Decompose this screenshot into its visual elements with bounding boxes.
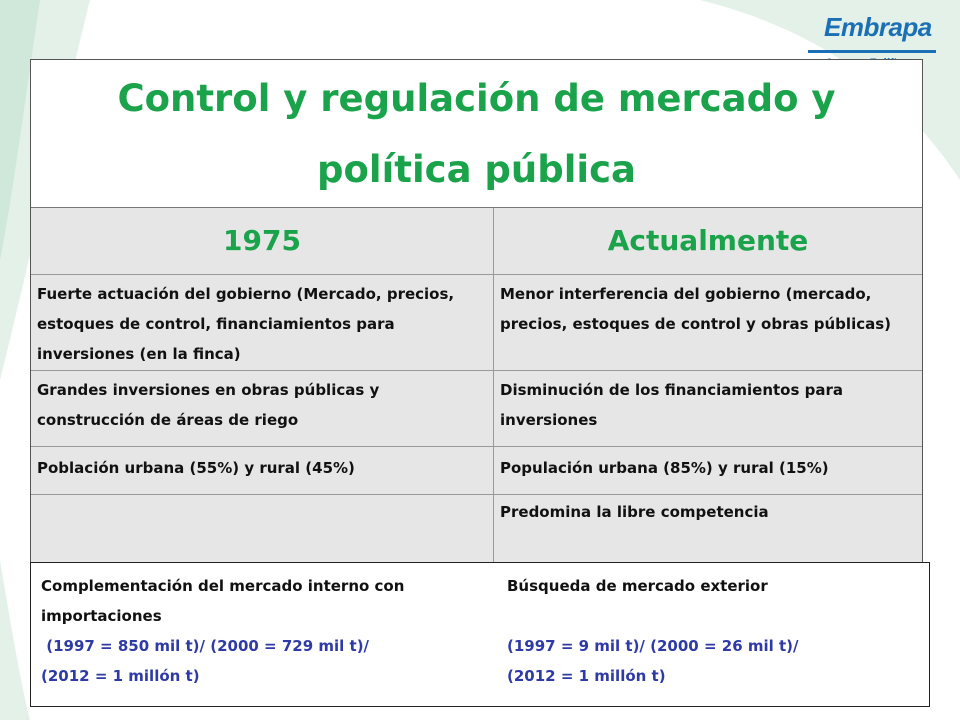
cell-actualmente: Menor interferencia del gobierno (mercado, precios, estoques de control y obras públicas) xyxy=(494,274,922,370)
table-row xyxy=(31,274,922,370)
export-figures-line2: (2012 = 1 millón t) xyxy=(507,667,666,685)
external-market-title: Búsqueda de mercado exterior xyxy=(507,577,768,595)
column-header-actualmente: Actualmente xyxy=(607,224,809,257)
cell-actualmente: Populación urbana (85%) y rural (15%) xyxy=(494,446,922,494)
import-figures-line2: (2012 = 1 millón t) xyxy=(41,667,200,685)
title-cell xyxy=(31,60,922,208)
cell-actualmente: Disminución de los financiamientos para inversiones xyxy=(494,370,922,446)
market-comparison-box xyxy=(30,562,930,707)
column-header-1975: 1975 xyxy=(31,208,494,274)
comparison-table xyxy=(30,59,923,562)
table-row xyxy=(31,446,922,494)
cell-actualmente: Predomina la libre competencia xyxy=(494,494,922,562)
spacer xyxy=(507,601,919,631)
internal-market-cell xyxy=(31,563,497,706)
internal-market-title: Complementación del mercado interno con importaciones xyxy=(41,577,405,625)
logo-wordmark: Embrapa xyxy=(824,12,932,42)
import-figures-line1: (1997 = 850 mil t)/ (2000 = 729 mil t)/ xyxy=(41,637,370,655)
table-header-row xyxy=(31,208,922,274)
cell-1975: Población urbana (55%) y rural (45%) xyxy=(31,446,494,494)
logo-underline xyxy=(808,50,936,53)
export-figures-line1: (1997 = 9 mil t)/ (2000 = 26 mil t)/ xyxy=(507,637,799,655)
external-market-cell xyxy=(497,563,929,706)
cell-1975: Fuerte actuación del gobierno (Mercado, precios, estoques de control, financiamientos para inversiones (en la finca) xyxy=(31,274,494,370)
slide-title: Control y regulación de mercado y política pública xyxy=(117,76,836,191)
cell-1975: Grandes inversiones en obras públicas y construcción de áreas de riego xyxy=(31,370,494,446)
table-row xyxy=(31,370,922,446)
table-row xyxy=(31,494,922,562)
cell-1975 xyxy=(31,494,494,562)
